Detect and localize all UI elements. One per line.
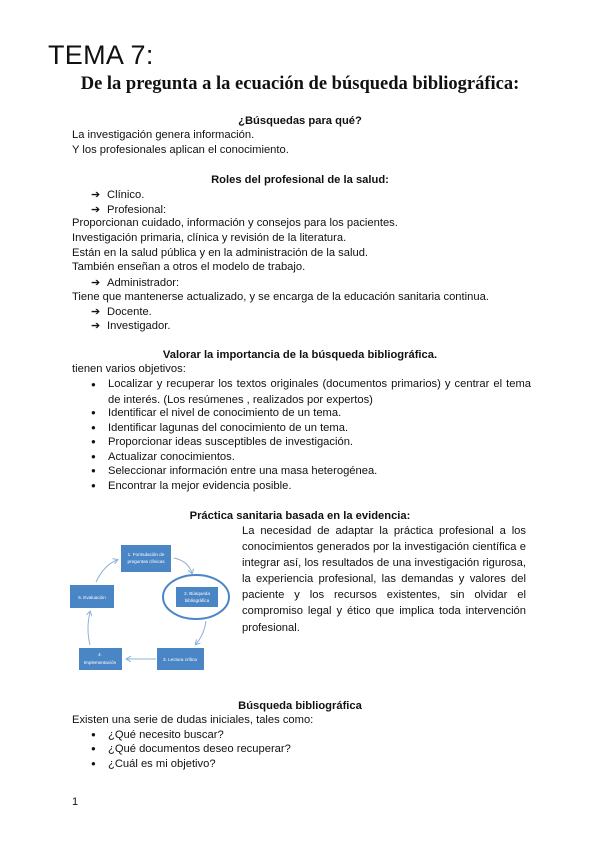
node-label: 1. Formulación de — [127, 552, 165, 557]
arrow-bullet-icon: ➔ — [91, 320, 101, 332]
cycle-node-4 — [79, 648, 122, 670]
node-label: 5. Evaluación — [78, 595, 106, 600]
tema-title: TEMA 7: — [48, 40, 154, 70]
list-item: ● Encontrar la mejor evidencia posible. — [91, 480, 292, 492]
role-item-investigador: ➔ Investigador. — [91, 320, 171, 332]
section-heading-practica: Práctica sanitaria basada en la evidencia: — [189, 510, 411, 522]
bullet-dot-icon: ● — [91, 380, 96, 389]
role-item-profesional: ➔ Profesional: — [91, 204, 167, 216]
node-label: 4. — [98, 652, 102, 657]
role-item-administrador: ➔ Administrador: — [91, 277, 180, 289]
paragraph-line: Investigación primaria, clínica y revisión de la literatura. — [72, 232, 347, 244]
list-item: ● ¿Cuál es mi objetivo? — [91, 758, 216, 770]
list-item: ● Actualizar conocimientos. — [91, 451, 235, 463]
bullet-dot-icon: ● — [91, 423, 96, 432]
arrow-bullet-icon: ➔ — [91, 306, 101, 318]
evidence-cycle-diagram — [70, 535, 230, 685]
bullet-dot-icon: ● — [91, 730, 96, 739]
bullet-dot-icon: ● — [91, 408, 96, 417]
role-item-docente: ➔ Docente. — [91, 306, 152, 318]
cycle-node-3 — [157, 648, 204, 670]
role-item-clinico: ➔ Clínico. — [91, 189, 145, 201]
list-item: ● Localizar y recuperar los textos originales (documentos primarios) y centrar el tema de interés. (Los resúmenes , realizados por expertos) — [91, 378, 531, 406]
node-label: Implementación — [83, 660, 117, 665]
paragraph-line: tienen varios objetivos: — [72, 363, 186, 375]
bullet-dot-icon: ● — [91, 759, 96, 768]
cycle-node-2 — [163, 575, 229, 619]
evidence-paragraph: La necesidad de adaptar la práctica profesional a los conocimientos generados por la investigación científica e integrar así, los resultados de una investigación rigurosa, la experiencia profesional, las demandas y valores del paciente y los recursos existentes, sin olvidar el compromiso legal y ético que implica toda intervención profesional. — [242, 525, 526, 634]
section-heading-roles: Roles del profesional de la salud: — [211, 174, 389, 186]
paragraph-line: Y los profesionales aplican el conocimiento. — [72, 144, 289, 156]
bullet-dot-icon: ● — [91, 744, 96, 753]
section-heading-valorar: Valorar la importancia de la búsqueda bibliográfica. — [162, 349, 438, 361]
node-label: preguntas clínicas — [127, 559, 165, 564]
list-item: ● Proporcionar ideas susceptibles de investigación. — [91, 436, 354, 448]
section-heading-busqueda: Búsqueda bibliográfica — [238, 700, 362, 712]
cycle-node-1 — [121, 545, 171, 572]
section-heading-busquedas: ¿Búsquedas para qué? — [238, 115, 362, 127]
arrow-bullet-icon: ➔ — [91, 204, 101, 216]
bullet-dot-icon: ● — [91, 466, 96, 475]
bullet-dot-icon: ● — [91, 481, 96, 490]
arrow-bullet-icon: ➔ — [91, 277, 101, 289]
list-item: ● Seleccionar información entre una masa heterogénea. — [91, 465, 378, 477]
list-item: ● Identificar lagunas del conocimiento de un tema. — [91, 422, 349, 434]
bullet-dot-icon: ● — [91, 437, 96, 446]
page-number: 1 — [72, 796, 79, 808]
node-label: 3. Lectura crítica — [163, 657, 197, 662]
list-item: ● ¿Qué necesito buscar? — [91, 729, 224, 741]
cycle-node-5 — [70, 585, 114, 608]
paragraph-line: Proporcionan cuidado, información y consejos para los pacientes. — [72, 217, 398, 229]
arrow-bullet-icon: ➔ — [91, 189, 101, 201]
paragraph-line: También enseñan a otros el modelo de trabajo. — [72, 261, 306, 273]
node-label: bibliográfica — [184, 598, 210, 603]
document-subtitle: De la pregunta a la ecuación de búsqueda bibliográfica: — [80, 74, 520, 94]
list-item: ● Identificar el nivel de conocimiento de un tema. — [91, 407, 342, 419]
paragraph-line: La investigación genera información. — [72, 129, 255, 141]
list-item: ● ¿Qué documentos deseo recuperar? — [91, 743, 291, 755]
node-label: 2. Búsqueda — [184, 591, 210, 596]
cycle-arrows — [88, 558, 206, 659]
bullet-dot-icon: ● — [91, 452, 96, 461]
paragraph-line: Están en la salud pública y en la administración de la salud. — [72, 247, 369, 259]
paragraph-line: Existen una serie de dudas iniciales, tales como: — [72, 714, 314, 726]
paragraph-line: Tiene que mantenerse actualizado, y se encarga de la educación sanitaria continua. — [72, 291, 489, 303]
